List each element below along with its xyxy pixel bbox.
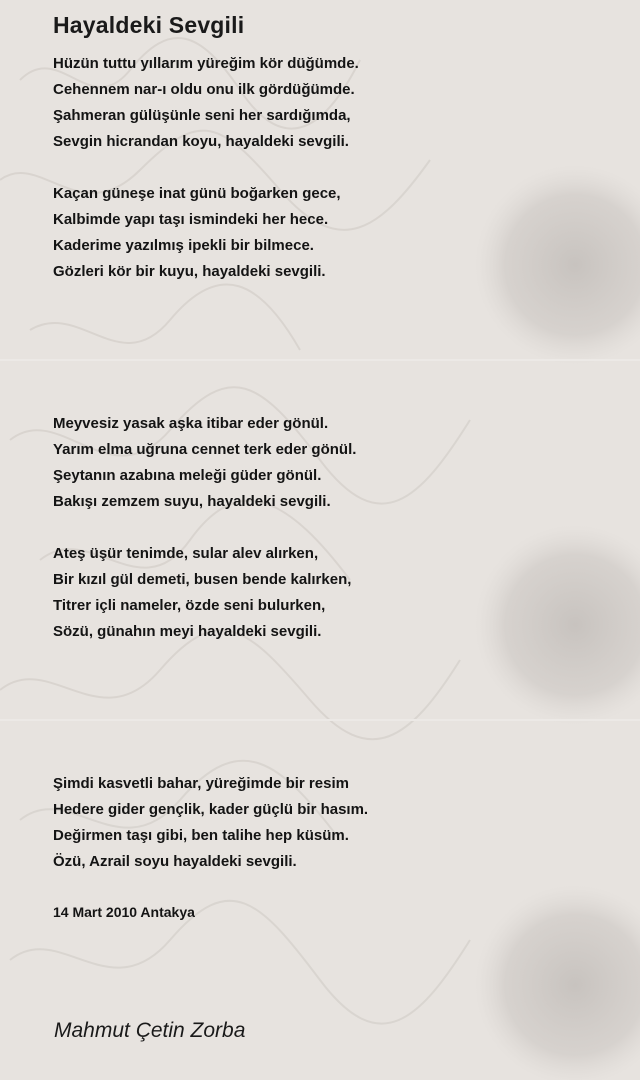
poem-author: Mahmut Çetin Zorba — [54, 1019, 246, 1042]
poem-line: Cehennem nar-ı oldu onu ilk gördüğümde. — [53, 81, 355, 98]
poem-line: Şahmeran gülüşünle seni her sardığımda, — [53, 107, 351, 124]
poem-line: Titrer içli nameler, özde seni bulurken, — [53, 597, 326, 614]
poem-line: Şeytanın azabına meleği güder gönül. — [53, 467, 322, 484]
poem-line: Hüzün tuttu yıllarım yüreğim kör düğümde. — [53, 55, 359, 72]
poem-line: Sözü, günahın meyi hayaldeki sevgili. — [53, 623, 322, 640]
poem-line: Yarım elma uğruna cennet terk eder gönül. — [53, 441, 357, 458]
stanza-3 — [53, 411, 356, 515]
poem-line: Değirmen taşı gibi, ben talihe hep küsüm. — [53, 827, 349, 844]
stanza-1 — [53, 51, 359, 155]
stanza-4 — [53, 541, 351, 645]
poem-line: Özü, Azrail soyu hayaldeki sevgili. — [53, 853, 297, 870]
poem-line: Kalbimde yapı taşı ismindeki her hece. — [53, 211, 329, 228]
poem-line: Kaçan güneşe inat günü boğarken gece, — [53, 185, 341, 202]
poem-line: Kaderime yazılmış ipekli bir bilmece. — [53, 237, 314, 254]
poem-line: Bir kızıl gül demeti, busen bende kalırken, — [53, 571, 352, 588]
stanza-5 — [53, 771, 368, 875]
poem-line: Şimdi kasvetli bahar, yüreğimde bir resim — [53, 775, 349, 792]
poem-title: Hayaldeki Sevgili — [53, 12, 245, 38]
poem-line: Gözleri kör bir kuyu, hayaldeki sevgili. — [53, 263, 326, 280]
poem-line: Bakışı zemzem suyu, hayaldeki sevgili. — [53, 493, 331, 510]
poem-date-place: 14 Mart 2010 Antakya — [53, 904, 195, 920]
poem-line: Hedere gider gençlik, kader güçlü bir hasım. — [53, 801, 369, 818]
poem-line: Meyvesiz yasak aşka itibar eder gönül. — [53, 415, 329, 432]
stanza-2 — [53, 181, 341, 285]
poem-line: Sevgin hicrandan koyu, hayaldeki sevgili. — [53, 133, 349, 150]
poem-line: Ateş üşür tenimde, sular alev alırken, — [53, 545, 319, 562]
